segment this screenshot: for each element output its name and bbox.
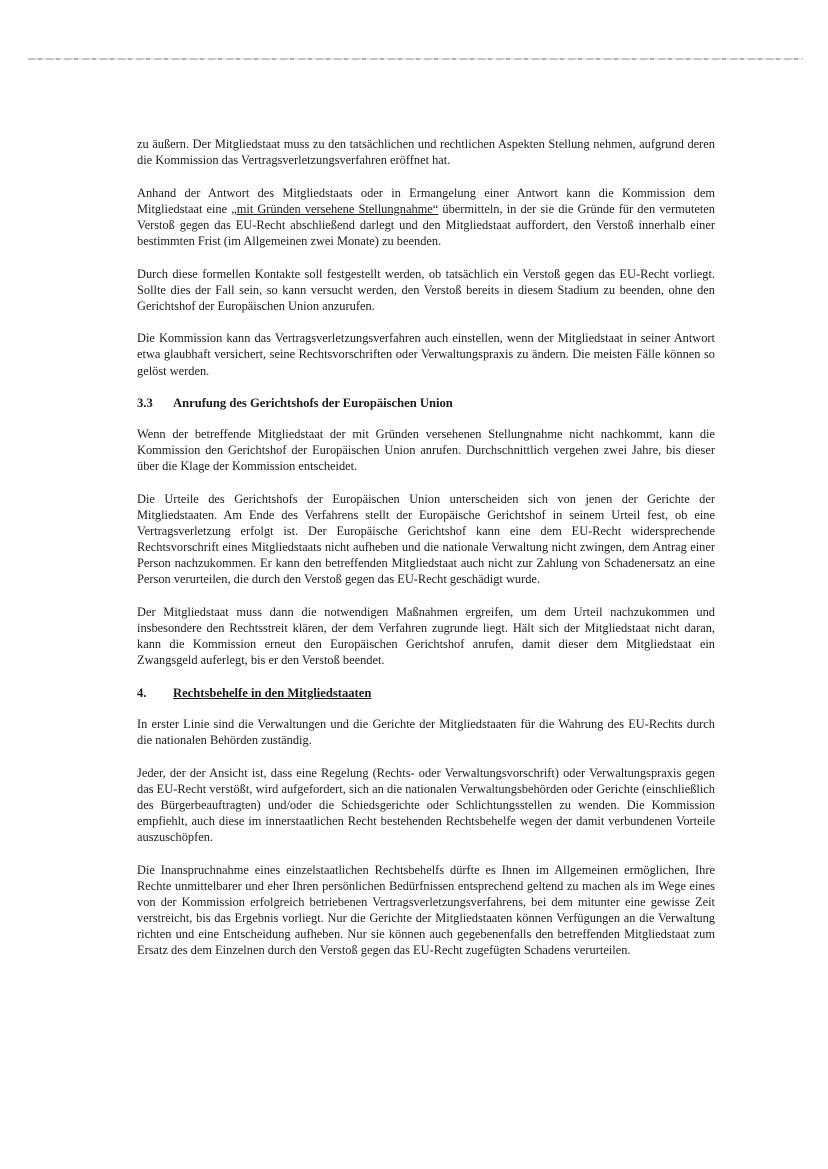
section-title: Anrufung des Gerichtshofs der Europäischen Union [173,396,453,411]
scan-artifact-line [28,58,803,60]
paragraph: Die Urteile des Gerichtshofs der Europäischen Union unterscheiden sich von jenen der Gerichte der Mitgliedstaaten. Am Ende des Verfahrens stellt der Europäische Gerichtshof in seinem Urteil fest, ob eine Vertragsverletzung erfolgt ist. Der Europäische Gerichtshof kann eine dem EU-Recht widersprechende Rechtsvorschrift eines Mitgliedstaats nicht aufheben und die nationale Verwaltung nicht zwingen, dem Antrag einer Person nachzukommen. Er kann den betreffenden Mitgliedstaat auch nicht zur Zahlung von Schadenersatz an eine Person verurteilen, die durch den Verstoß gegen das EU-Recht geschädigt wurde. [137,491,715,587]
paragraph: Die Kommission kann das Vertragsverletzungsverfahren auch einstellen, wenn der Mitgliedstaat in seiner Antwort etwa glaubhaft versichert, seine Rechtsvorschriften oder Verwaltungspraxis zu ändern. Die meisten Fälle können so gelöst werden. [137,331,715,378]
section-heading-3-3 [137,395,715,411]
section-title: Rechtsbehelfe in den Mitgliedstaaten [173,685,372,700]
section-heading-4 [137,685,715,701]
section-number: 3.3 [137,396,153,411]
paragraph: Durch diese formellen Kontakte soll festgestellt werden, ob tatsächlich ein Verstoß gegen das EU-Recht vorliegt. Sollte dies der Fall sein, so kann versucht werden, den Verstoß bereits in diesem Stadium zu beenden, ohne den Gerichtshof der Europäischen Union anzurufen. [137,266,715,313]
paragraph: In erster Linie sind die Verwaltungen und die Gerichte der Mitgliedstaaten für die Wahrung des EU-Rechts durch die nationalen Behörden zuständig. [137,716,715,747]
paragraph: Die Inanspruchnahme eines einzelstaatlichen Rechtsbehelfs dürfte es Ihnen im Allgemeinen ermöglichen, Ihre Rechte unmittelbarer und eher Ihren persönlichen Bedürfnissen entsprechend geltend zu machen als im Wege eines von der Kommission erfolgreich betriebenen Vertragsverletzungsverfahrens, bei dem mitunter eine gewisse Zeit verstreicht, bis das Ergebnis vorliegt. Nur die Gerichte der Mitgliedstaaten können Verfügungen an die Verwaltung richten und eine Entscheidung aufheben. Nur sie können auch gegebenenfalls den betreffenden Mitgliedstaat zum Ersatz des dem Einzelnen durch den Verstoß gegen das EU-Recht zugefügten Schadens verurteilen. [137,862,715,957]
paragraph: zu äußern. Der Mitgliedstaat muss zu den tatsächlichen und rechtlichen Aspekten Stellung nehmen, aufgrund deren die Kommission das Vertragsverletzungsverfahren eröffnet hat. [137,137,715,168]
document-page [137,136,715,975]
paragraph-text: übermitteln, in der sie die Gründe für den vermuteten Verstoß gegen das EU-Recht abschließend darlegt und den Mitgliedstaat auffordert, den Verstoß innerhalb einer bestimmten Frist (im Allgemeinen zwei Monate) zu beenden. [137,201,715,248]
paragraph: Jeder, der der Ansicht ist, dass eine Regelung (Rechts- oder Verwaltungsvorschrift) oder Verwaltungspraxis gegen das EU-Recht verstößt, wird aufgefordert, sich an die nationalen Verwaltungsbehörden oder Gerichte (einschließlich des Bürgerbeauftragten) und/oder die Schiedsgerichte oder Schlichtungsstellen zu wenden. Die Kommission empfiehlt, auch diese im innerstaatlichen Recht bestehenden Rechtsbehelfe wegen der damit verbundenen Vorteile auszuschöpfen. [137,765,715,844]
section-number: 4. [137,685,147,700]
paragraph-text: Anhand der Antwort des Mitgliedstaats oder in Ermangelung einer Antwort kann die Kommission dem Mitgliedstaat eine [137,185,715,216]
paragraph: Der Mitgliedstaat muss dann die notwendigen Maßnahmen ergreifen, um dem Urteil nachzukommen und insbesondere den Rechtsstreit klären, der dem Verfahren zugrunde liegt. Hält sich der Mitgliedstaat nicht daran, kann die Kommission erneut den Europäischen Gerichtshof anrufen, damit dieser dem Mitgliedstaat ein Zwangsgeld auferlegt, bis er den Verstoß beendet. [137,604,715,668]
paragraph: Wenn der betreffende Mitgliedstaat der mit Gründen versehenen Stellungnahme nicht nachkommt, kann die Kommission den Gerichtshof der Europäischen Union anrufen. Durchschnittlich vergehen zwei Jahre, bis dieser über die Klage der Kommission entscheidet. [137,427,715,474]
paragraph [137,185,715,249]
reasoned-opinion-term: „mit Gründen versehene Stellungnahme“ [231,201,439,216]
